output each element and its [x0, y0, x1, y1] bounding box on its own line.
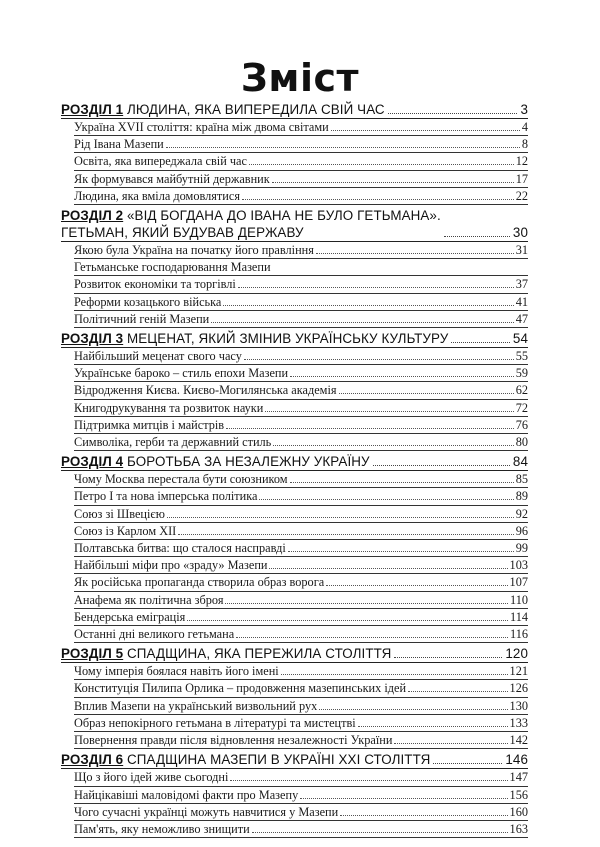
toc-entry-title: Українське бароко – стиль епохи Мазепи — [74, 366, 289, 381]
toc-entry-title: Розвиток економіки та торгівлі — [74, 277, 236, 292]
toc-entry-title: Повернення правди після відновлення незалежності України — [74, 733, 393, 748]
toc-entry-title: Якою була Україна на початку його правління — [74, 243, 314, 258]
toc-entry[interactable] — [74, 626, 528, 643]
section-number: РОЗДІЛ 1 — [61, 102, 124, 117]
section-page-number: 120 — [505, 646, 528, 662]
toc-entry-page-number: 160 — [509, 804, 528, 819]
toc-entry-page-number: 41 — [515, 294, 528, 309]
toc-items — [74, 663, 528, 749]
toc-entry[interactable] — [74, 434, 528, 451]
section-title-text: БОРОТЬБА ЗА НЕЗАЛЕЖНУ УКРАЇНУ — [123, 454, 370, 470]
toc-entry-page-number: 31 — [515, 243, 528, 258]
toc-entry-page-number: 96 — [515, 523, 528, 538]
section-page-number: 146 — [505, 752, 528, 768]
toc-entry[interactable] — [74, 259, 528, 276]
toc-items — [74, 348, 528, 451]
leader-dots — [408, 691, 507, 692]
toc-entry-title: Чого сучасні українці можуть навчитися у Мазепи — [74, 804, 339, 819]
leader-dots — [223, 305, 513, 306]
toc-entry-title: Бендерська еміграція — [74, 609, 186, 624]
section-page-number: 30 — [512, 225, 528, 241]
leader-dots — [259, 499, 513, 500]
section-title — [61, 330, 448, 347]
leader-dots — [290, 482, 514, 483]
leader-dots — [433, 763, 502, 764]
leader-dots — [238, 287, 514, 288]
toc-entry-page-number: 37 — [515, 277, 528, 292]
toc-entry-title: Політичний геній Мазепи — [74, 311, 210, 326]
section-title-text: СПАДЩИНА МАЗЕПИ В УКРАЇНІ XXI СТОЛІТТЯ — [123, 752, 431, 768]
toc-entry[interactable] — [74, 769, 528, 786]
toc-entry-page-number: 47 — [515, 311, 528, 326]
toc-entry-title: Освіта, яка випереджала свій час — [74, 154, 247, 169]
toc-entry-page-number: 126 — [509, 681, 528, 696]
toc-entry-page-number: 163 — [509, 821, 528, 836]
leader-dots — [269, 568, 507, 569]
toc-entry-title: Як формувався майбутній державник — [74, 171, 270, 186]
toc-entry-title: Рід Івана Мазепи — [74, 137, 164, 152]
toc-entry-title: Конституція Пилипа Орлика – продовження мазепинських ідей — [74, 681, 407, 696]
toc-entry[interactable] — [74, 348, 528, 365]
toc-entry[interactable] — [74, 609, 528, 626]
toc-entry[interactable] — [74, 417, 528, 434]
toc-entry-title: Пам'ять, яку неможливо знищити — [74, 821, 250, 836]
section-number: РОЗДІЛ 5 — [61, 646, 124, 662]
toc-entry-title: Анафема як політична зброя — [74, 592, 224, 607]
toc-entry[interactable] — [74, 311, 528, 328]
section-title — [61, 207, 441, 241]
section-title — [61, 101, 385, 118]
toc-entry[interactable] — [74, 715, 528, 732]
leader-dots — [300, 798, 507, 799]
toc-entry-page-number: 8 — [521, 137, 528, 152]
toc-entry[interactable] — [74, 698, 528, 715]
leader-dots — [167, 517, 514, 518]
leader-dots — [166, 147, 520, 148]
toc-entry[interactable] — [74, 188, 528, 205]
toc-entry[interactable] — [74, 574, 528, 591]
section-number: РОЗДІЛ 6 — [61, 752, 124, 768]
leader-dots — [226, 428, 514, 429]
toc-entry-title: Найбільші міфи про «зраду» Мазепи — [74, 558, 268, 573]
toc-entry[interactable] — [74, 119, 528, 136]
toc-entry[interactable] — [74, 523, 528, 540]
section-title-text: СПАДЩИНА, ЯКА ПЕРЕЖИЛА СТОЛІТТЯ — [123, 646, 392, 662]
leader-dots — [178, 534, 513, 535]
leader-dots — [444, 236, 510, 237]
leader-dots — [316, 253, 514, 254]
toc-entry-title: Символіка, герби та державний стиль — [74, 435, 272, 450]
section-page-number: 3 — [520, 102, 528, 117]
toc-entry-page-number: 89 — [515, 489, 528, 504]
leader-dots — [451, 342, 510, 343]
toc-entry-page-number: 121 — [509, 664, 528, 679]
toc-entry-page-number: 80 — [515, 435, 528, 450]
toc-entry-title: Союз із Карлом XII — [74, 523, 177, 538]
leader-dots — [236, 637, 508, 638]
leader-dots — [272, 182, 514, 183]
toc-section — [61, 452, 528, 644]
section-title-text: МЕЦЕНАТ, ЯКИЙ ЗМІНИВ УКРАЇНСЬКУ КУЛЬТУРУ — [123, 331, 449, 347]
leader-dots — [326, 585, 507, 586]
toc-entry[interactable] — [74, 242, 528, 259]
toc-entry-page-number: 62 — [515, 383, 528, 398]
toc-entry-page-number: 130 — [509, 698, 528, 713]
toc-entry[interactable] — [74, 506, 528, 523]
toc-entry-title: Україна XVII століття: країна між двома світами — [74, 120, 329, 134]
section-title — [61, 645, 391, 662]
leader-dots — [225, 603, 508, 604]
toc-entry-title: Реформи козацького війська — [74, 294, 222, 309]
toc-entry[interactable] — [74, 400, 528, 417]
toc-entry-page-number: 133 — [509, 715, 528, 730]
leader-dots — [331, 130, 520, 131]
toc-entry[interactable] — [74, 557, 528, 574]
section-number: РОЗДІЛ 3 — [61, 331, 124, 347]
leader-dots — [273, 445, 513, 446]
toc-entry-page-number: 142 — [509, 733, 528, 748]
toc-entry-page-number: 12 — [515, 154, 528, 169]
toc-entry[interactable] — [74, 171, 528, 188]
toc-entry[interactable] — [74, 680, 528, 697]
leader-dots — [265, 411, 513, 412]
table-of-contents — [61, 100, 528, 839]
section-number: РОЗДІЛ 2 — [61, 208, 124, 224]
toc-entry-page-number: 116 — [510, 627, 528, 642]
toc-items — [74, 119, 528, 205]
toc-entry-page-number: 114 — [510, 609, 528, 624]
section-title-text-line2: ГЕТЬМАН, ЯКИЙ БУДУВАВ ДЕРЖАВУ — [61, 225, 304, 241]
toc-entry[interactable] — [74, 821, 528, 838]
section-title-text: «ВІД БОГДАНА ДО ІВАНА НЕ БУЛО ГЕТЬМАНА». — [123, 208, 441, 224]
toc-entry[interactable] — [74, 488, 528, 505]
toc-entry-title: Як російська пропаганда створила образ ворога — [74, 575, 325, 590]
leader-dots — [394, 743, 507, 744]
toc-entry-page-number: 72 — [515, 400, 528, 415]
toc-entry-page-number: 4 — [521, 120, 528, 134]
toc-entry[interactable] — [74, 294, 528, 311]
leader-dots — [252, 832, 508, 833]
section-title-text: ЛЮДИНА, ЯКА ВИПЕРЕДИЛА СВІЙ ЧАС — [123, 102, 385, 117]
toc-entry[interactable] — [74, 592, 528, 609]
toc-entry-page-number: 110 — [510, 592, 528, 607]
section-page-number: 84 — [512, 454, 528, 470]
toc-entry-page-number: 147 — [509, 770, 528, 785]
leader-dots — [211, 322, 513, 323]
section-heading[interactable] — [61, 100, 528, 119]
toc-entry-page-number: 92 — [515, 506, 528, 521]
toc-entry-title: Книгодрукування та розвиток науки — [74, 400, 264, 415]
toc-entry-title: Вплив Мазепи на український визвольний рух — [74, 698, 318, 713]
toc-entry-title: Останні дні великого гетьмана — [74, 627, 235, 642]
toc-entry-title: Що з його ідей живе сьогодні — [74, 770, 229, 785]
toc-items — [74, 769, 528, 838]
toc-entry-title: Полтавська битва: що сталося насправді — [74, 541, 286, 556]
toc-entry-title: Петро I та нова імперська політика — [74, 489, 258, 504]
toc-entry-title: Людина, яка вміла домовлятися — [74, 188, 240, 203]
section-title — [61, 751, 430, 768]
toc-entry-title: Підтримка митців і майстрів — [74, 417, 225, 432]
toc-entry-page-number: 55 — [515, 349, 528, 364]
toc-entry[interactable] — [74, 540, 528, 557]
leader-dots — [358, 726, 508, 727]
leader-dots — [373, 465, 510, 466]
leader-dots — [187, 620, 508, 621]
section-heading[interactable] — [61, 452, 528, 471]
toc-entry-page-number: 156 — [509, 787, 528, 802]
leader-dots — [242, 199, 514, 200]
toc-entry-page-number: 76 — [515, 417, 528, 432]
toc-entry-page-number: 85 — [515, 472, 528, 487]
toc-entry[interactable] — [74, 663, 528, 680]
toc-entry-title: Чому Москва перестала бути союзником — [74, 472, 288, 487]
toc-entry[interactable] — [74, 471, 528, 488]
toc-entry-page-number: 22 — [515, 188, 528, 203]
toc-entry[interactable] — [74, 136, 528, 153]
toc-entry[interactable] — [74, 276, 528, 293]
toc-entry[interactable] — [74, 804, 528, 821]
toc-items — [74, 242, 528, 328]
leader-dots — [340, 815, 507, 816]
toc-section — [61, 206, 528, 329]
leader-dots — [244, 359, 514, 360]
toc-entry-title: Найцікавіші маловідомі факти про Мазепу — [74, 787, 299, 802]
toc-entry[interactable] — [74, 732, 528, 749]
toc-items — [74, 471, 528, 643]
section-heading[interactable] — [61, 644, 528, 663]
leader-dots — [394, 657, 502, 658]
leader-dots — [230, 780, 507, 781]
toc-entry[interactable] — [74, 787, 528, 804]
toc-entry-page-number: 17 — [515, 171, 528, 186]
toc-section — [61, 750, 528, 839]
section-heading[interactable] — [61, 206, 528, 242]
leader-dots — [249, 164, 514, 165]
toc-entry-page-number: 99 — [515, 541, 528, 556]
toc-entry-title: Союз зі Швецією — [74, 506, 165, 521]
toc-entry-title: Гетьманське господарювання Мазепи — [74, 260, 271, 275]
toc-section — [61, 100, 528, 206]
leader-dots — [319, 709, 507, 710]
leader-dots — [388, 113, 518, 114]
section-heading[interactable] — [61, 329, 528, 348]
toc-entry-title: Відродження Києва. Києво-Могилянська академія — [74, 383, 337, 398]
toc-entry-title: Чому імперія боялася навіть його імені — [74, 664, 279, 679]
leader-dots — [339, 393, 514, 394]
toc-entry[interactable] — [74, 153, 528, 170]
section-page-number: 54 — [512, 331, 528, 347]
toc-entry-title: Образ непокірного гетьмана в літературі та мистецтві — [74, 715, 356, 730]
leader-dots — [290, 376, 514, 377]
toc-entry-page-number: 59 — [515, 366, 528, 381]
toc-entry[interactable] — [74, 382, 528, 399]
section-heading[interactable] — [61, 750, 528, 769]
toc-entry-page-number: 103 — [509, 558, 528, 573]
toc-entry[interactable] — [74, 365, 528, 382]
toc-entry-page-number: 107 — [509, 575, 528, 590]
toc-section — [61, 329, 528, 452]
section-title — [61, 453, 370, 470]
section-number: РОЗДІЛ 4 — [61, 454, 124, 470]
toc-entry-title: Найбільший меценат свого часу — [74, 349, 242, 364]
leader-dots — [281, 674, 508, 675]
toc-section — [61, 644, 528, 750]
page-title: Зміст — [240, 56, 360, 100]
leader-dots — [288, 551, 514, 552]
